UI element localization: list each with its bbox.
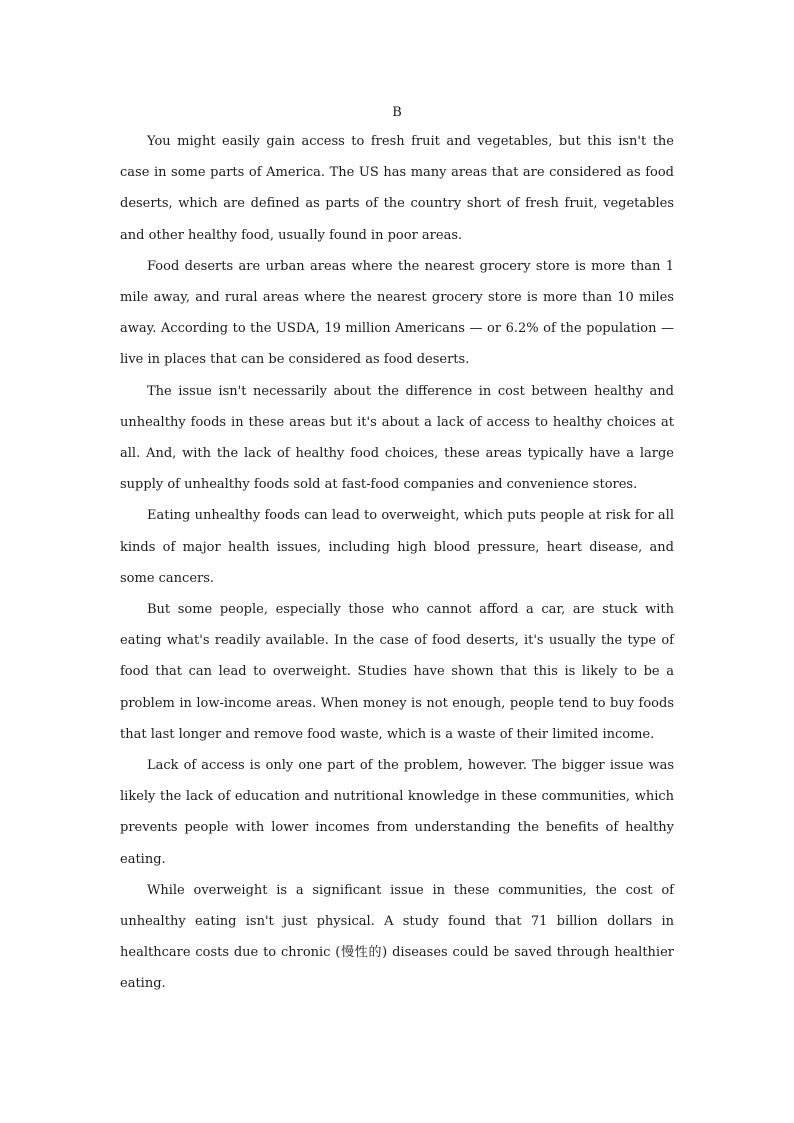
paragraph-4: Eating unhealthy foods can lead to overweight, which puts people at risk for all kinds of major health issues, including high blood pressure, heart disease, and some cancers. xyxy=(120,508,674,586)
document-page xyxy=(120,100,674,1000)
paragraph-1: You might easily gain access to fresh fruit and vegetables, but this isn't the case in some parts of America. The US has many areas that are considered as food deserts, which are defined as parts of the country short of fresh fruit, vegetables and other healthy food, usually found in poor areas. xyxy=(120,134,674,243)
paragraph-3: The issue isn't necessarily about the difference in cost between healthy and unhealthy foods in these areas but it's about a lack of access to healthy choices at all. And, with the lack of healthy food choices, these areas typically have a large supply of unhealthy foods sold at fast-food companies and convenience stores. xyxy=(120,383,674,493)
paragraph-7: While overweight is a significant issue in these communities, the cost of unhealthy eating isn't just physical. A study found that 71 billion dollars in healthcare costs due to chronic (慢性的) diseases could be saved through healthier eating. xyxy=(120,882,674,992)
section-label: B xyxy=(392,105,402,120)
paragraph-6: Lack of access is only one part of the problem, however. The bigger issue was likely the lack of education and nutritional knowledge in these communities, which prevents people with lower incomes from understanding the benefits of healthy eating. xyxy=(120,758,674,867)
paragraph-2: Food deserts are urban areas where the nearest grocery store is more than 1 mile away, and rural areas where the nearest grocery store is more than 10 miles away. According to the USDA, 19 million Americans — or 6.2% of the population — live in places that can be considered as food deserts. xyxy=(120,258,674,368)
paragraph-5: But some people, especially those who cannot afford a car, are stuck with eating what's readily available. In the case of food deserts, it's usually the type of food that can lead to overweight. Studies have shown that this is likely to be a problem in low-income areas. When money is not enough, people tend to buy foods that last longer and remove food waste, which is a waste of their limited income. xyxy=(120,602,674,742)
